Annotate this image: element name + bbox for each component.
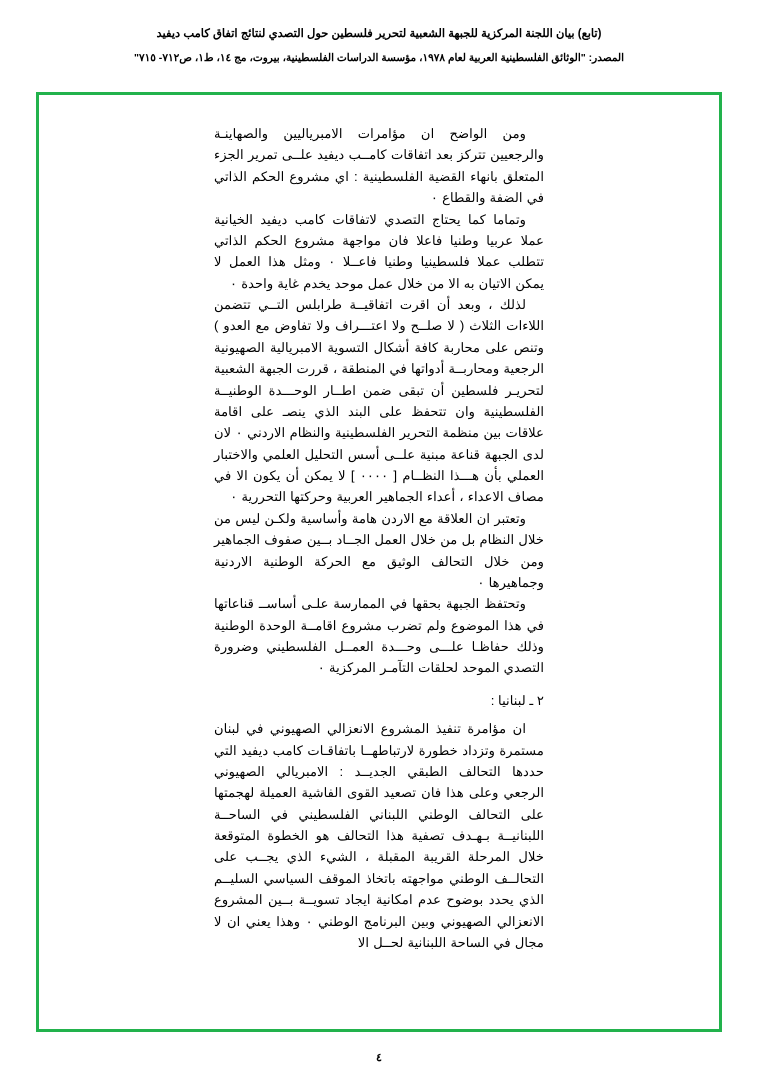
page-number: ٤ — [376, 1052, 382, 1064]
content-frame-inner — [39, 95, 719, 1029]
document-source: المصدر: "الوثائق الفلسطينية العربية لعام ١٩٧٨، مؤسسة الدراسات الفلسطينية، بيروت، مج ١٤، ط١، ص٧١٢- ٧١٥" — [133, 52, 625, 65]
paragraph: وتعتبر ان العلاقة مع الاردن هامة وأساسية ولكـن ليس من خلال النظام بل من خلال العمل الجــاد بــين صفوف الجماهير ومن خلال التحالف الوثيق مع الحركة الوطنية الاردنية وجماهيرها ٠ — [214, 510, 544, 590]
paragraph: لذلك ، وبعد أن اقرت اتفاقيــة طرابلس التــي تتضمن اللاءات الثلاث ( لا صلــح ولا اعتـــراف ولا تفاوض مع العدو ) وتنص على محاربة كافة أشكال التسوية الامبريالية الصهيونية الرجعية ومحاربــة أدواتها في المنطقة ، قررت الجبهة الشعبية لتحريـر فلسطين أن تبقى ضمن اطــار الوحـــدة الوطنيــة الفلسطينية وان تتحفظ على البند الذي ينصـ على اقامة علاقات بين منظمة التحرير الفلسطينية والنظام الاردني ٠ لان لدى الجبهة قناعة مبنية علــى أسس التحليل العلمي والاختبار العملي بأن هـــذا النظــام [ ٠٠٠٠ ] لا يمكن أن يكون الا في مصاف الاعداء ، أعداء الجماهير العربية وحركتها التحررية ٠ — [214, 297, 544, 505]
paragraph: وتحتفظ الجبهة بحقها في الممارسة علـى أساســ قناعاتها في هذا الموضوع ولم تضرب مشروع اقامــة الوحدة الوطنية وذلك حفاظـا علـــى وحـــدة العمــل الفلسطيني وضرورة التصدي الموحد لحلقات التآمـر المركزية ٠ — [214, 596, 544, 676]
paragraph: وتماما كما يحتاج التصدي لاتفاقات كامب ديفيد الخيانية عملا عربيا وطنيا فاعلا فان مواجهة مشروع الحكم الذاتي تتطلب عملا فلسطينيا وطنيا فاعــلا ٠ ومثل هذا العمل لا يمكن الاتيان به الا من خلال عمل موحد يخدم غاية واحدة ٠ — [214, 211, 544, 291]
document-title: (تابع) بيان اللجنة المركزية للجبهة الشعبية لتحرير فلسطين حول التصدي لنتائج اتفاق كامب ديفيد — [156, 28, 602, 40]
body-column — [214, 123, 544, 953]
page-header — [28, 26, 730, 66]
paragraph: ومن الواضح ان مؤامرات الامبرياليين والصهاينـة والرجعيين تتركز بعد اتفاقات كامــب ديفيد علــى تمرير الجزء المتعلق بانهاء القضية الفلسطينية : اي مشروع الحكم الذاتي في الضفة والقطاع ٠ — [214, 126, 544, 206]
section-heading: ٢ ـ لبنانيا : — [490, 692, 544, 708]
content-frame — [36, 92, 722, 1032]
paragraph: ان مؤامرة تنفيذ المشروع الانعزالي الصهيوني في لبنان مستمرة وتزداد خطورة لارتباطهــا باتفاقـات كامب ديفيد التي حددها التحالف الطبقي الجديــد : الامبريالي الصهيوني الرجعي وعلى هذا فان تصعيد القوى الفاشية العميلة لهجمتها على التحالف الوطني اللبناني الفلسطيني في الساحــة اللبنانيــة بـهـدف تصفية هذا التحالف هو الخطوة المتوقعة خلال المرحلة القريبة المقبلة ، الشيء الذي يجــب على التحالــف الوطني مواجهته باتخاذ الموقف السياسي السليــم الذي يحدد بوضوح عدم امكانية ايجاد تسويــة بــين المشروع الانعزالي الصهيوني وبين البرنامج الوطني ٠ وهذا يعني ان لا مجال في الساحة اللبنانية لحــل الا — [214, 721, 545, 950]
